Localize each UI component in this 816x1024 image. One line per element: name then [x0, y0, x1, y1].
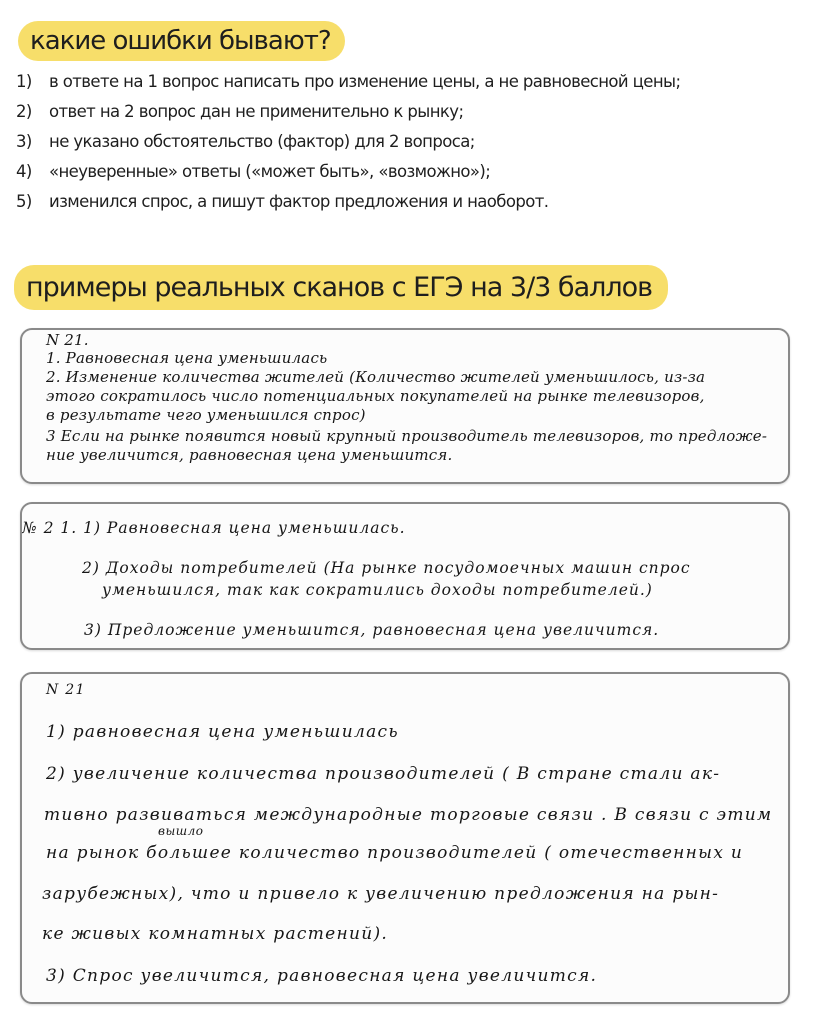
scan-line: 1) равновесная цена уменьшилась [46, 722, 399, 742]
scans-heading: примеры реальных сканов с ЕГЭ на 3/3 баллов [26, 272, 653, 303]
scan-line: N 21. [46, 331, 89, 349]
scan-line: тивно развиваться международные торговые связи . В связи с этим [44, 805, 773, 825]
scan-line: в результате чего уменьшился спрос) [46, 406, 366, 424]
scan-line: № 2 1. 1) Равновесная цена уменьшилась. [22, 519, 406, 537]
list-item-text: «неуверенные» ответы («может быть», «возможно»); [49, 161, 491, 181]
section-title-errors [18, 21, 345, 61]
list-item [16, 66, 796, 96]
scan-line: N 21 [46, 682, 86, 698]
scan-line: уменьшился, так как сократились доходы потребителей.) [102, 581, 653, 599]
errors-heading: какие ошибки бывают? [30, 26, 331, 56]
scan-line: 1. Равновесная цена уменьшилась [46, 349, 328, 367]
scan-line: 2) увеличение количества производителей ( В стране стали ак- [46, 764, 721, 784]
scan-line: ке живых комнатных растений). [42, 924, 389, 944]
list-item-text: не указано обстоятельство (фактор) для 2 вопроса; [49, 131, 475, 151]
list-item-number: 2) [16, 101, 32, 121]
scan-line: 2) Доходы потребителей (На рынке посудомоечных машин спрос [82, 559, 691, 577]
scan-insertion-note: вышло [158, 824, 204, 838]
scan-line: 3) Спрос увеличится, равновесная цена увеличится. [46, 966, 598, 986]
scan-line: 3 Если на рынке появится новый крупный производитель телевизоров, то предложе- [46, 427, 768, 445]
list-item-text: ответ на 2 вопрос дан не применительно к рынку; [49, 101, 464, 121]
list-item [16, 186, 796, 216]
list-item-number: 5) [16, 191, 32, 211]
list-item [16, 96, 796, 126]
list-item-text: в ответе на 1 вопрос написать про изменение цены, а не равновесной цены; [49, 71, 681, 91]
scan-line: этого сократилось число потенциальных покупателей на рынке телевизоров, [46, 387, 705, 405]
list-item-number: 1) [16, 71, 32, 91]
list-item-number: 4) [16, 161, 32, 181]
scan-example-1 [20, 328, 790, 484]
scan-line: 2. Изменение количества жителей (Количество жителей уменьшилось, из-за [46, 368, 706, 386]
scan-line: на рынок большее количество производителей ( отечественных и [46, 843, 744, 863]
scan-line: зарубежных), что и привело к увеличению предложения на рын- [42, 884, 720, 904]
list-item [16, 126, 796, 156]
section-title-scans [14, 265, 668, 310]
list-item-text: изменился спрос, а пишут фактор предложения и наоборот. [49, 191, 549, 211]
scan-line: 3) Предложение уменьшится, равновесная цена увеличится. [84, 621, 660, 639]
errors-list [16, 66, 796, 216]
scan-line: ние увеличится, равновесная цена уменьшится. [46, 446, 453, 464]
scan-example-3 [20, 672, 790, 1004]
list-item [16, 156, 796, 186]
scan-example-2 [20, 502, 790, 650]
list-item-number: 3) [16, 131, 32, 151]
